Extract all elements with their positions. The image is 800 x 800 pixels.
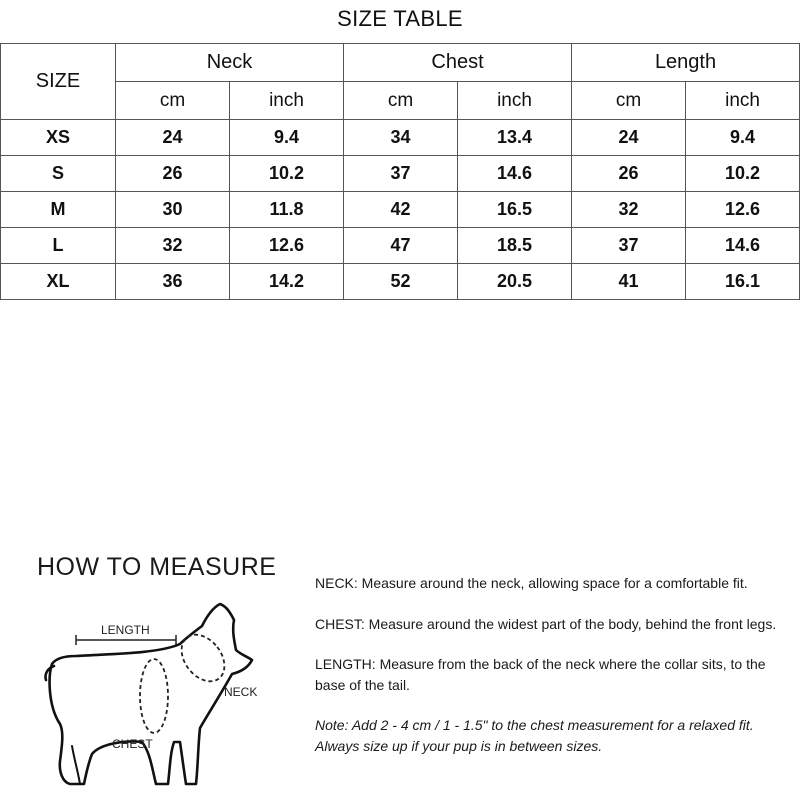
table-cell: 11.8: [230, 192, 344, 228]
dog-measurement-diagram: [40, 596, 290, 796]
table-cell: 14.2: [230, 264, 344, 300]
neck-diagram-label: NECK: [224, 685, 258, 699]
table-cell: 16.1: [686, 264, 800, 300]
table-row: [1, 264, 800, 300]
table-cell: 12.6: [230, 228, 344, 264]
table-cell: 26: [572, 156, 686, 192]
table-cell: 14.6: [686, 228, 800, 264]
table-cell: 14.6: [458, 156, 572, 192]
table-row: [1, 156, 800, 192]
size-cell: M: [1, 192, 116, 228]
table-cell: 24: [572, 120, 686, 156]
length-diagram-label: LENGTH: [101, 623, 150, 637]
table-cell: 34: [344, 120, 458, 156]
size-table: [0, 43, 800, 300]
table-cell: 13.4: [458, 120, 572, 156]
table-cell: 9.4: [686, 120, 800, 156]
size-cell: L: [1, 228, 116, 264]
neck-instruction: NECK: Measure around the neck, allowing space for a comfortable fit.: [315, 575, 748, 591]
table-cell: 24: [116, 120, 230, 156]
chest-measure-loop: [140, 659, 168, 733]
table-cell: 12.6: [686, 192, 800, 228]
table-cell: 10.2: [686, 156, 800, 192]
table-cell: 20.5: [458, 264, 572, 300]
size-cell: XL: [1, 264, 116, 300]
table-cell: 47: [344, 228, 458, 264]
sizing-note: Note: Add 2 - 4 cm / 1 - 1.5" to the chest measurement for a relaxed fit. Always size up if your pup is in between sizes.: [315, 717, 754, 754]
size-table-title: SIZE TABLE: [337, 6, 463, 31]
size-column-header: SIZE: [1, 44, 116, 120]
table-cell: 42: [344, 192, 458, 228]
table-cell: 32: [116, 228, 230, 264]
size-cell: XS: [1, 120, 116, 156]
chest-instruction: CHEST: Measure around the widest part of the body, behind the front legs.: [315, 615, 777, 632]
unit-header: inch: [686, 82, 800, 120]
unit-header: inch: [230, 82, 344, 120]
table-cell: 36: [116, 264, 230, 300]
table-row: [1, 192, 800, 228]
table-cell: 37: [572, 228, 686, 264]
table-cell: 9.4: [230, 120, 344, 156]
length-instruction: LENGTH: Measure from the back of the neck where the collar sits, to the base of the tail.: [315, 656, 766, 693]
table-cell: 41: [572, 264, 686, 300]
table-cell: 30: [116, 192, 230, 228]
table-row: [1, 120, 800, 156]
length-group-header: Length: [572, 44, 800, 82]
neck-measure-loop: [173, 626, 233, 689]
table-cell: 37: [344, 156, 458, 192]
neck-group-header: Neck: [116, 44, 344, 82]
chest-diagram-label: CHEST: [112, 737, 153, 751]
table-cell: 32: [572, 192, 686, 228]
table-cell: 52: [344, 264, 458, 300]
table-cell: 10.2: [230, 156, 344, 192]
dog-leg-detail: [72, 746, 80, 784]
table-cell: 18.5: [458, 228, 572, 264]
table-row: [1, 228, 800, 264]
table-cell: 16.5: [458, 192, 572, 228]
dog-silhouette: [50, 604, 252, 784]
unit-header: cm: [572, 82, 686, 120]
table-cell: 26: [116, 156, 230, 192]
unit-header: cm: [344, 82, 458, 120]
measurement-instructions: [315, 573, 795, 776]
unit-header: cm: [116, 82, 230, 120]
how-to-measure-heading: HOW TO MEASURE: [37, 553, 277, 581]
chest-group-header: Chest: [344, 44, 572, 82]
size-cell: S: [1, 156, 116, 192]
unit-header: inch: [458, 82, 572, 120]
